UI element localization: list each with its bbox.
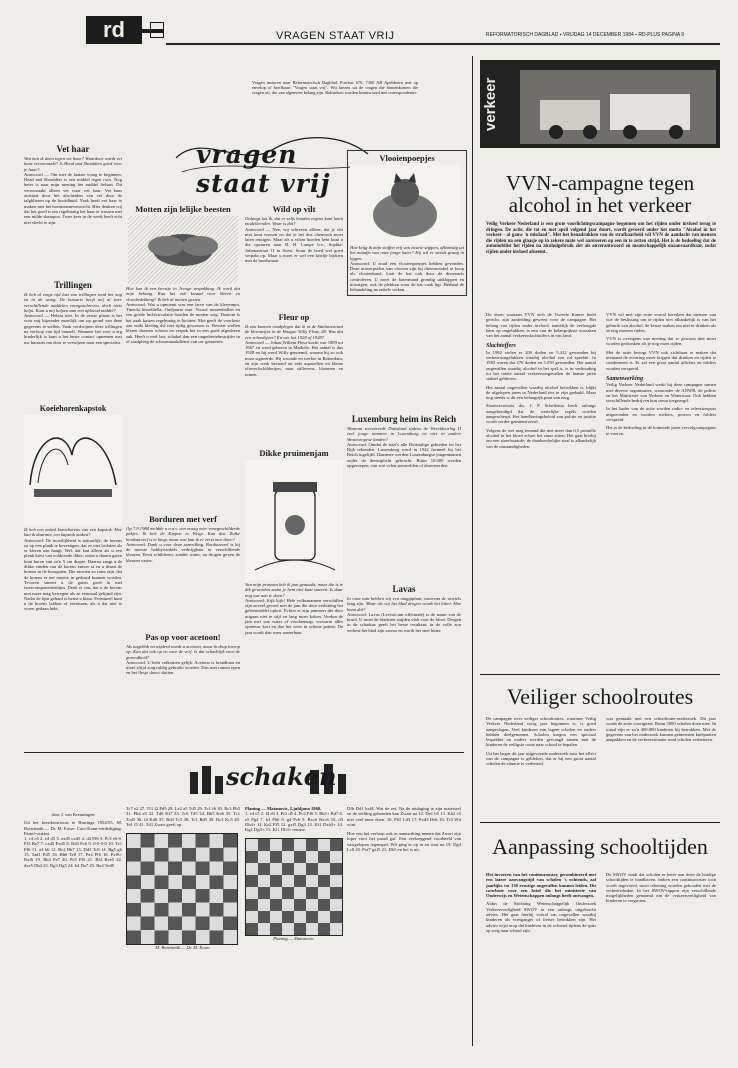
article-answer: Antwoord: Wat u opnoemt was een larve van de klerenmot. Tineola bisselliella. Oudjaarse mot. Vooral mottenballen en een goede luchtcirculatie houden de motten weg. Daarom is het zaak kasten regelmatig te luchten. Mot geeft de voorkeur aan vuile kleding die niet tijdig gewassen is. Bewaar wollen kleren daarom schoon en verpak het in een goed afgesloten zak. Heeft u veel last, schakel dan een ongediertebestrijder in of raadpleeg de schoonmaakdienst van uw gemeente. [126, 301, 240, 344]
article-question: Op 7.9.1984 meldde u n.a.v. een vraag over voorgeschilderde pakjes. Ik heb de Kippen in Weigt. Kan dat. Zulke borduurverf is te koop, maar wat kan ik er eerst mee doen? [126, 526, 240, 542]
article-motten [126, 204, 240, 344]
article-trillingen [24, 280, 122, 345]
vvn-text: Veilig Verkeer Nederland werkt bij deze campagne samen met diverse organisaties, waaronder de ANWB, de politie en het Ministerie van Verkeer en Waterstaat. Ook hebben verschillende bedrijven hun steun toegezegd. [606, 382, 716, 404]
cat-illustration [350, 165, 460, 245]
article-answer: Antwoord: U zoud een vlooienpoepjes hebben gevonden. Deze uitwerpselen van vlooien zijn bij dierenwinkel te koop als vlooienband. Laat de kat ook door de dierenarts controleren. U moet de katermand grondig uitkloppen en uitzuigen, ook de plekken waar de kat vaak ligt. Herhaal de behandeling na enkele weken. [350, 260, 464, 293]
horns-icon [24, 415, 122, 525]
schoolroutes-col-1 [486, 716, 596, 767]
chess-text: Tc7 e2 27. Tf1 f2 Pd5 28. Le2 a5 Td5 29. Tc1 f6 30. Bc3 Pb5 31. Pb4 e5 32. Td6 Kf7 33. Tc6 Td5 34. Bb5 Ke6 35. Tc1 Tcd5 36. f4 Kd6 37. Bd3 Tc5 38. Tc1 Bd5 39. Bc3 Kc5 40. Te1 f5 41. Td1 Zwart geeft op. [126, 806, 240, 827]
article-answer: Antwoord: Lavas (Levisticum officinale) is de naam van de kruid. U moet de bladeren snijden vlak voor de bloei. Drogen in de schaduw geeft het beste resultaat; in de volle zon verliest het blad zijn aroma en wordt het snel bitter. [347, 611, 461, 633]
schooltijden-col-1 [486, 872, 596, 933]
vvn-text: VVN wil met zijn actie vooral bereiken dat mensen van wie de beslissing om te rijden niet afhankelijk is van het gebruik van alcohol, de keuze maken om niet te drinken als ze nog moeten rijden. [606, 312, 716, 333]
article-title: Wild op vilt [272, 204, 316, 214]
vvn-text: Staatssecretaris drs. J. P. Scheltema heeft onlangs aangekondigd dat de wettelijke regels worden aangescherpt. Het handhavingsbeleid van politie en justitie wordt verder geïntensiveerd. [486, 403, 596, 425]
schoolroutes-text: was gemaakt met een schoolroute-onderzoek. Dit jaar wordt de actie voortgezet. Ruim 5000 scholen doen mee. In totaal zijn er zo'n 400.000 kinderen bij betrokken. Met de gegevens van het onderzoek kunnen gemeenten knelpunten aanpakken en de verkeerssituatie rond scholen verbeteren. [606, 716, 716, 743]
vvn-col-2 [606, 312, 716, 436]
article-title: Pas op voor acetoon! [145, 632, 221, 642]
article-answer: Antwoord — Nee, wij schreven alleen, dat je vilt niet kunt wassen en dat je het dus chemisch moet laten reinigen. Maar als u vilten hoeden hebt kunt u die opsturen naar B. H. Lampe b.v., Sophia-Julianastraat 11 in Soest. Stuur de hoed wel goed verpakt op. Maar u moet er wel een briefje bijdoen met de hoedsmaat. [245, 226, 343, 264]
vvn-text: VVN is overigens van mening dat er gewoon niet moet worden gedronken als je nog moet rijden. [606, 336, 716, 347]
chess-col-3 [245, 806, 343, 942]
schoolroutes-col-2 [606, 716, 716, 742]
masthead-rule [166, 43, 720, 45]
article-title: Koeiehorenkapstok [39, 404, 107, 413]
cat-icon [350, 165, 460, 245]
chess-top-rule [24, 752, 464, 753]
chess-moves: 1. c4 c6 2. e4 d5 3. exd5 cxd5 4. d4 Pf6 5. Pc3 e6 6. Pf3 Be7 7. cxd5 Pxd5 8. Bd3 Pc6 9. 0-0 0-0 10. Te1 Pf6 11. a3 b6 12. Bc2 Bb7 13. Dd3 Tc8 14. Bg5 g6 15. Tad1 Pd5 16. Bh6 Te8 17. Pe4 Pf6 18. Pxf6+ Bxf6 19. Bb3 Pe7 20. Pe5 Pf5 21. Bf4 Bxe5 22. dxe5 Dh4 23. Bg3 Dg5 24. h4 De7 25. Ba4 Ted8 [24, 836, 122, 868]
article-answer: Antwoord: Kijk kijk! Hele volksmannen verschillen zijn zoveel gevoel met de jam die door verhitting het geleermiddel oplost. Echter er zijn jammers die door uitgaan niet te stijf en lang moet koken. Verdun de jam met wat water of vruchtensap, verwarm alles opnieuw kort en doe het weer in schone potten. De jam wordt dan weer smeerbaar. [245, 597, 343, 635]
article-vlooienpoepjes [347, 150, 467, 296]
article-vet-haar [24, 144, 122, 225]
article-title: Lavas [392, 584, 416, 594]
chess-text: Hoe zou het verloop ook in aanmerking nemen dat Zwart zijn loper voor het paard gaf. Een veelzeggend voorbeeld van vastgelopen tegenspel. Wit ging er op in en won na 19. Dg4 Lc8 20. Pxf7 gxf5 21. Dh5 en het is uit. [347, 831, 461, 853]
schoolroutes-text: De campagne over veiliger schoolroutes, waarmee Veilig Verkeer Nederland vorig jaar begonnen is, is goed aangeslagen. Veel kinderen van lagere scholen en ouders hebben deelgenomen. Scholen kregen een speciaal lespakket en ouders werden gevraagd samen met de kinderen de veiligste route naar school te bepalen. [486, 716, 596, 748]
jam-jar-icon [245, 460, 343, 580]
article-answer: Antwoord: Dank u voor deze aanvulling. Borduurverf is bij de meeste hobbywinkels verkrijgbaar in verschillende kleuren. Eerst schilderen, zonder water, na drogen geven de kleuren vaster. [126, 541, 240, 563]
chess-title-text: schaken [226, 762, 337, 791]
vvn-text: Het aantal ongevallen waarbij alcohol betrokken is, blijkt de afgelopen jaren in Nederland iets te zijn gedaald. Maar nog steeds is dit een belangrijk punt van zorg. [486, 384, 596, 401]
article-question: Hoe kan ik een beestje in Jevoge verpakking. Ik word dat mijn behang. Kan het ook kwaad voor kleren en vloerbedekking? Ik heb al motten gezien. [126, 286, 240, 302]
kapstok-illustration [24, 415, 122, 525]
article-question: In onze tuin hebben wij een maggiplant, waarvan de wortels lang zijn. Maar als wij het blad drogen wordt het bitter. Hoe komt dat? [347, 596, 461, 612]
date-line: VRIJDAG 14 DECEMBER 1984 [562, 32, 634, 38]
vvn-text: De eisen waaraan VVN zich de Tweede Kamer heeft gericht, zijn aanleiding geweest voor de campagne. Het belang van rijden onder invloed, namelijk de verhoogde kans op ongelukken, is een van de belangrijkste oorzaken van het aantal verkeersslachtoffers in ons land. [486, 312, 596, 339]
vvn-text: Volgens de wet mag iemand die niet meer dan 0,5 promille alcohol in het bloed achter het stuur zitten. Het gaat hierbij om een streefwaarde; de daadwerkelijke straf is afhankelijk van de omstandigheden. [486, 427, 596, 449]
article-question: Wat kan ik doen tegen vet haar? Waardoor wordt vet haar veroorzaakt? Is Head and Shoulders goed voor je haar? [24, 156, 122, 172]
article-luxemburg [347, 414, 461, 468]
chess-intro: Uit het kerstkwartoost te Hastings 1954/55. M. Botwinnik — Dr. M. Euwe. Caro-Kann-verdediging: Panof-variant. [24, 820, 122, 836]
chess-game-title: Planing — Matanovic, Ljubljana 1960. [245, 806, 322, 811]
article-borduren-met-verf [126, 514, 240, 563]
intro-text: Vragen insturen naar Reformatorisch Dagblad, Postbus 670, 7300 AR Apeldoorn met op envelop of briefkaart "Vragen staat vrij". Wij kiezen uit de vragen die binnenkomen die vragen uit, die van algemeen belang zijn. Rubrieken worden beantwoord met correspondentie. [252, 80, 418, 95]
article-question: Ik heb al enige tijd last van trillingen rond het oog en in de wang. De huisarts heeft mij al twee verschillende middelen voorgeschreven, doch niets helpt. Kunt u mij helpen aan een afdoend middel? [24, 292, 122, 313]
section-title: VRAGEN STAAT VRIJ [276, 30, 395, 42]
article-koeiehorenkapstok [24, 404, 122, 612]
schooltijden-col-2 [606, 872, 716, 904]
article-title: Borduren met verf [149, 514, 217, 524]
moth-illustration [128, 216, 238, 284]
chess-board-caption: Planing — Matanovic. [273, 936, 315, 942]
chess-board-2 [245, 838, 343, 936]
article-answer: Antwoord — Johan Willem Fleur kocht van 1889 tot 1967 en werd geboren in Markelo. Het aantal is dus 1928 en hij werd Willy genoemd, waarna hij zo ook maar signeerde. Hij woonde en werkte in Rotterdam, en zijn werk bestond uit vele aquarellen en kleine olieverfschilderijen, naar stillevens, bloemen en tuinen. [245, 339, 343, 377]
article-question: Waarom recruteerde Duitsland tijdens de Wereldoorlog II veel jonge mannen in Luxemburg en niet in andere Westeuropese landen? [347, 426, 461, 442]
article-title: Vet haar [56, 144, 90, 154]
paper-name: REFORMATORISCH DAGBLAD [486, 32, 559, 38]
article-answer: Antwoord — Helaas niet. In de eerste plaats is het voor mij bijzonder moeilijk om op grond van deze gegevens te stellen. Vaak verdwijnen deze trillingen na verloop van tijd vanzelf. Wanneer het voor u erg hinderlijk is kunt u het beste contact opnemen met uw huisarts om door te verwijzen naar een specialist. [24, 313, 122, 345]
schooltijden-title: Aanpassing schooltijden [492, 834, 708, 859]
vvn-lead: Veilig Verkeer Nederland is een grote voorlichtingscampagne begonnen om het rijden onder invloed terug te dringen. De actie, die tot en met april volgend jaar duurt, wordt gevoerd onder het motto "Alcohol in het verkeer - al gauw 'n misdaad". Met het benadrukken van de strafbaarheid wil VVN de aandacht van mensen die rijden na een glaasje op in zekere mate wel aanvoeren op een in te zetten strijd. Het is de bedoeling dat de automobilist het rijden na alcoholgebruik ziet als onverantwoord en maatschappelijk onaanvaardbaar, zodat rijden onder invloed afneemt. [486, 222, 716, 255]
page-label: RD-PLUS PAGINA 9 [638, 32, 685, 38]
article-title: Motten zijn lelijke beesten [135, 204, 231, 214]
schooltijden-text: De SWOV vindt dat scholen er beter aan doen de huidige schooltijden te handhaven. Indien een continurooster toch wordt ingevoerd, moet rekening worden gehouden met de verkeersdrukte. In het SWOV-rapport zijn verschillende mogelijkheden genoemd om de verkeersveiligheid van kinderen te vergroten. [606, 872, 716, 904]
chess-col-2 [126, 806, 240, 950]
moth-icon [128, 216, 238, 284]
article-question: Ik zou kunnen raadplegen dat ik in de Stationsstraat de bloemetjes in de Haagse Willy Fleur, 28. Was dat een schoolsfeer? En wie het 1928 of 1928? [245, 324, 343, 340]
vvn-subhead: Slachtoffers [486, 343, 516, 350]
vvn-text: Het is de bedoeling in de komende jaren vervolgcampagnes te voeren. [606, 425, 716, 436]
schooltijden-text: Aldus de Stichting Wetenschappelijk Onderzoek Verkeersveiligheid SWOV in een onlangs uitgebracht advies. Het gaat hierbij vooral om ongevallen waarbij kinderen als voetganger of fietser betrokken zijn. Het advies wijst erop dat kinderen in de ochtend tijdens de spits op weg naar school zijn. [486, 901, 596, 933]
chess-board-caption: M. Botwinnik — Dr. M. Euwe. [155, 945, 211, 951]
vvn-text: Met de actie beoogt VVN ook zichtbaar te maken dat niemand de ervaring moet krijgen dat drinken en rijden te combineren is. Er zal een groot aantal affiches en folders worden verspreid. [606, 349, 716, 371]
schooltijden-lead: Het invoeren van het continurooster, gecombineerd met een latere aanvangstijd van scholen 's ochtends, zal jaarlijks tot 130 ernstige ongevallen kunnen leiden. Dit conclusie voor een brief die het ministerie van Onderwijs en Wetenschappen onlangs heeft ontvangen. [486, 872, 596, 899]
jam-illustration [245, 460, 343, 580]
vvn-col-1 [486, 312, 596, 449]
article-pas-op-acetoon [126, 632, 240, 676]
article-question: Als nagellak verwijderd wordt u acetoon, maar ik drup hierop op. Kan dat ook op en voor de verf. Is dat schadelijk voor de gezondheid? [126, 644, 240, 660]
vvn-banner-word: verkeer [482, 77, 499, 131]
article-title: Dikke pruimenjam [259, 448, 329, 458]
traffic-photo [480, 60, 720, 148]
article-answer: Antwoord: Omdat de nazi's alle Duitstalige gebieden tot het Rijk rekenden. Luxemburg werd in 1942 formeel bij het Reich ingelijfd. Daarmee werden Luxemburgse jongemannen onder de dienstplicht gebracht. Ruim 10.000 werden opgeroepen, van wie velen sneuvelden of deserteerden. [347, 441, 461, 469]
article-question: Hoe krijg ik mijn stoffen vrij van zwarte stippen, afkomstig uit het mandje van onze jonge kater? Hij wil er steeds graag in liggen. [350, 245, 464, 261]
article-fleur-op [245, 312, 343, 377]
article-answer: Antwoord — Om met de laatste vraag te beginnen: Head and Shoulders is een middel tegen roos. Nog beter is naar mijn mening het middel Selsun. Dit veroorzaakt alleen vet waar vet haar. Vet haar ontstaat door het afscheiden van vet door de talgklieren op de hoofdhuid. Vaak heeft vet haar te maken met het hormonenevenwicht. Hier denken wij dat het goed is om regelmatig het haar te wassen met een milde shampoo. Twee keer in de week heeft echt niet slecht te zijn. [24, 171, 122, 225]
article-title: Trillingen [54, 280, 92, 290]
article-question: Van mijn pruimen heb ik jam gemaakt, maar die is te dik geworden zodat je hem niet kunt smeren. Is daar nog wat aan te doen? [245, 582, 343, 598]
rd-logo: rd [86, 16, 142, 44]
schoolroutes-title: Veiliger schoolroutes [506, 684, 694, 709]
vvn-banner [480, 60, 720, 148]
vvn-text: In 1982 vielen er 200 doden en 5.412 gewonden bij verkeersongelukken waarbij alcohol een rol speelde. In 1983 waren dat 276 doden en 5.550 gewonden. Het aantal ongevallen waarbij alcohol in het spel is, is in verhouding tot het totale aantal verkeersongevallen de laatste jaren stabiel gebleven. [486, 349, 596, 382]
article-answer: Antwoord: De moeilijkheid is natuurlijk, de horens zo op een plank te bevestigen, dat ze niet loslaten als er kleren aan hangt. Wel, dat kan alleen als u een plank kiest van voldoende dikte, zodat u daarin gaten kunt boren van zo'n 5 cm diepte. Daarna zaagt u de dikke einden van de horens zuiver af en u draait de horens in de boorgaten. Die moeten zo ruim zijn, dat de horens er net moeite in geduwd kunnen worden. Tevoren smeert u de gaten goed in met tweecomponentenlijm. Denk er om, dat u de horens niet meer mag bewegen als ze eenmaal gelijmd zijn. Nadat de lijm gehard is beitst u klaar. Eventueel kunt u de horens lakken of vernissen, als u dat niet te voren gedaan hebt. [24, 537, 122, 612]
article-lavas [347, 584, 461, 633]
chess-col-1 [24, 812, 122, 868]
article-dikke-pruimenjam [245, 448, 343, 635]
vvn-title: VVN-campagne tegen alcohol in het verkeer [505, 171, 695, 217]
chess-byline: door J. van Kreuningen [51, 812, 95, 817]
vvn-text: In het kader van de actie worden radio- en televisiespots uitgezonden en worden stickers, posters en folders verspreid. [606, 406, 716, 423]
article-title: Luxemburg heim ins Reich [351, 414, 457, 424]
masthead: rd VRAGEN STAAT VRIJ REFORMATORISCH DAGBLAD ▪ VRIJDAG 14 DECEMBER 1984 ▪ RD-PLUS PAGINA 9 [86, 12, 720, 46]
vvn-subhead: Samenwerking [606, 375, 644, 382]
title-art [172, 128, 372, 198]
section-rule [480, 822, 720, 823]
article-question: Onlangs las ik, dat er zelfs honden ergens kunt laten modelleerden. Waar is dat? [245, 216, 343, 227]
article-answer: Antwoord: U hebt volkomen gelijk. Acetoon is brandbaar en moet altijd zorgvuldig gebruikt worden. Dus met ramen open en het flesje direct sluiten. [126, 659, 240, 676]
chess-text: 1. e4 c5 2. f4 e6 3. Pf3 d5 4. Pc3 Pf6 5. Bb5+ Bd7 6. e5 Pg4 7. h3 Ph6 8. g4 Pc6 9. Bxc6 Bxc6 10. d3 Dh4+ 11. Ke2 Pf5 12. gxf5 Dg3 13. Kf1 Dxh3+ 14. Kg1 Dg3+ 15. Kf1 Dh3+ remise. [245, 811, 343, 833]
chess-title-art [190, 758, 350, 798]
section-rule [480, 674, 720, 675]
logo-grid-icon [150, 22, 164, 38]
column-divider [472, 56, 473, 1046]
chess-text: Dfb Dd1 hxf4. Wat de zet. Na de uitdaging te zijn materieel en de stelling gebonden kan Zwart na 12. De1 b5 13. Kh2 e5 niet veel meer doen. 16. Ph5 Ld3 17. Pxd3 De6 18. Tf3 Wit wint. [347, 806, 461, 827]
schoolroutes-text: Uit het begin dit jaar uitgevoerde onderzoek naar het effect van de campagne is gebleken, dat er bij een groot aantal scholen de situatie is verbeterd. [486, 750, 596, 767]
article-wild-op-vilt [245, 204, 343, 264]
chess-col-4 [347, 806, 461, 852]
article-title: Vlooienpoepjes [379, 153, 435, 163]
article-title: Fleur op [278, 312, 310, 322]
title-art-text: vragen staat vrij [196, 140, 331, 198]
article-question: Ik heb een antiek koeiehorens van een kapstok. Hoe kan ik daarmee een kapstok maken? [24, 527, 122, 538]
chess-board-1 [126, 833, 238, 945]
